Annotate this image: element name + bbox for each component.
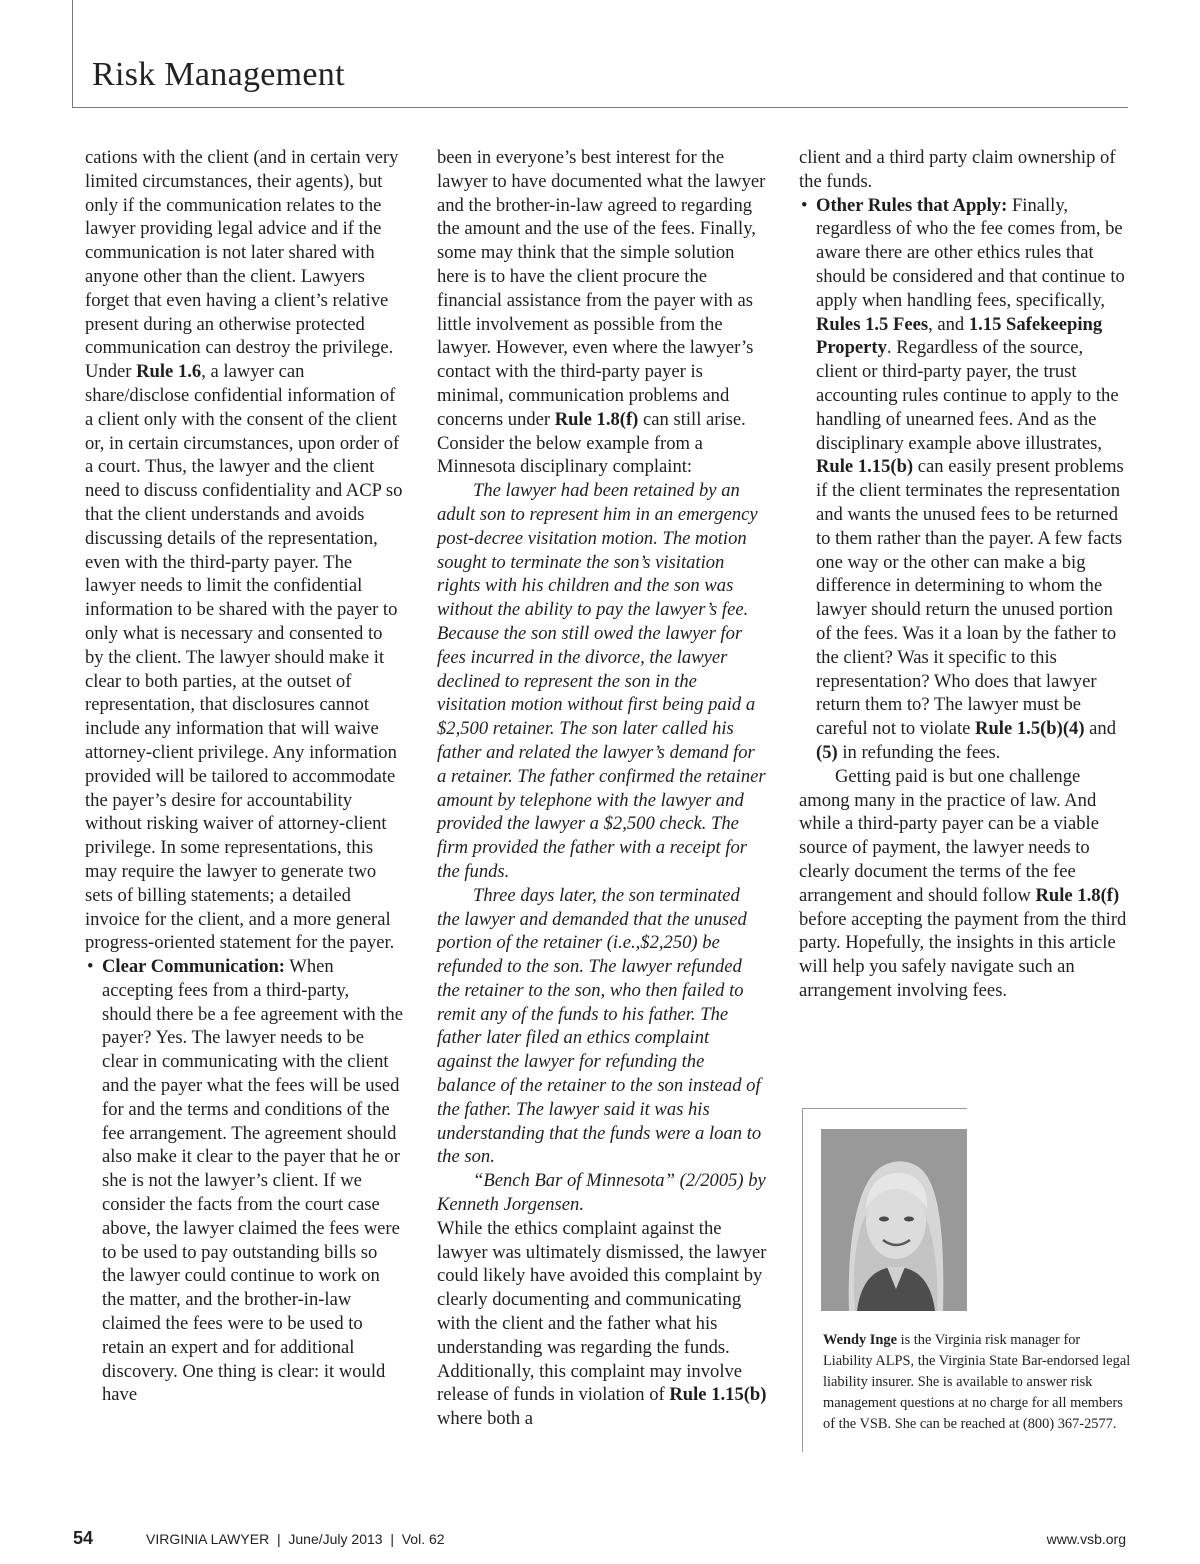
page-number: 54: [73, 1528, 94, 1548]
bullet-item-clear-communication: • Clear Communication: When accepting fees from a third-party, should there be a fee agreement with the payer? Yes. The lawyer needs to be clear in communicating with the client and the payer what the fees will be used for and the terms and conditions of the fee arrangement. The agreement should also make it clear to the payer that he or she is not the lawyer’s client. If we consider the facts from the court case above, the lawyer claimed the fees were to be used to pay outstanding bills so the lawyer could continue to work on the matter, and the brother-in-law claimed the fees were to be used to retain an expert and for additional discovery. One thing is clear: it would have: [85, 955, 403, 1407]
article-column-2: [437, 146, 767, 1431]
bullet-heading: Clear Communication:: [102, 956, 285, 978]
paragraph: cations with the client (and in certain very limited circumstances, their agents), but only if the communication relates to the lawyer providing legal advice and if the communication is not later shared with anyone other than the client. Lawyers forget that even having a client’s relative present during an otherwise protected communication can destroy the privilege. Under Rule 1.6, a lawyer can share/disclose confidential information of a client only with the consent of the client or, in certain circumstances, upon order of a court. Thus, the lawyer and the client need to discuss confidentiality and ACP so that the client understands and avoids discussing details of the representation, even with the third-party payer. The lawyer needs to limit the confidential information to be shared with the payer to only what is necessary and consented to by the client. The lawyer should make it clear to both parties, at the outset of representation, that disclosures cannot include any information that will waive attorney-client privilege. Any information provided will be tailored to accommodate the payer’s desire for accountability without risking waiver of attorney-client privilege. In some representations, this may require the lawyer to generate two sets of billing statements; a detailed invoice for the client, and a more general progress-oriented statement for the payer.: [85, 147, 403, 954]
rule-reference: (5): [816, 741, 838, 763]
rule-reference: Rule 1.15(b): [669, 1384, 767, 1406]
author-photo: [821, 1129, 967, 1311]
rule-reference: 1.15 Safekeeping Property: [816, 313, 1103, 359]
header-vertical-rule: [72, 0, 73, 108]
rule-reference: Rule 1.6: [136, 361, 202, 383]
rule-reference: Rule 1.8(f): [554, 408, 639, 430]
author-bio-box: [802, 1108, 1133, 1452]
rule-reference: Rule 1.5(b)(4): [975, 718, 1085, 740]
quote-citation: “Bench Bar of Minnesota” (2/2005) by Kenneth Jorgensen.: [437, 1170, 766, 1216]
paragraph: client and a third party claim ownership of the funds.: [799, 147, 1116, 192]
bullet-heading: Other Rules that Apply:: [816, 194, 1008, 216]
article-column-1: [85, 146, 403, 1407]
section-title: Risk Management: [92, 56, 345, 93]
author-name: Wendy Inge: [823, 1332, 897, 1348]
paragraph: Getting paid is but one challenge among many in the practice of law. And while a third-party payer can be a viable source of payment, the lawyer needs to clearly document the terms of the fee arrangement and should follow Rule 1.8(f) before accepting the payment from the third party. Hopefully, the insights in this article will help you safely navigate such an arrangement involving fees.: [799, 765, 1127, 1001]
bio-top-rule: [803, 1108, 967, 1109]
publication-line: VIRGINIA LAWYER | June/July 2013 | Vol. 62: [146, 1531, 445, 1547]
header-horizontal-rule: [72, 107, 1128, 108]
author-bio: Wendy Inge is the Virginia risk manager for Liability ALPS, the Virginia State Bar-endorsed legal liability insurer. She is available to answer risk management questions at no charge for all members of the VSB. She can be reached at (800) 367-2577.: [823, 1332, 1131, 1432]
rule-reference: Rule 1.15(b): [816, 456, 914, 478]
rule-reference: Rule 1.8(f): [1035, 884, 1120, 906]
paragraph: been in everyone’s best interest for the lawyer to have documented what the lawyer and the brother-in-law agreed to regarding the amount and the use of the fees. Finally, some may think that the simple solution here is to have the client procure the financial assistance from the payer with as little involvement as possible from the lawyer. However, even where the lawyer’s contact with the third-party payer is minimal, communication problems and concerns under Rule 1.8(f) can still arise. Consider the below example from a Minnesota disciplinary complaint:: [437, 147, 766, 478]
article-column-3: [799, 146, 1129, 1003]
bullet-item-other-rules: • Other Rules that Apply: Finally, regardless of who the fee comes from, be aware there are other ethics rules that should be considered and that continue to apply when handling fees, specifically, Rules 1.5 Fees, and 1.15 Safekeeping Property. Regardless of the source, client or third-party payer, the trust accounting rules continue to apply to the handling of unearned fees. And as the disciplinary example above illustrates, Rule 1.15(b) can easily present problems if the client terminates the representation and wants the unused fees to be returned to them rather than the payer. A few facts one way or the other can make a big difference in determining to whom the lawyer should return the unused portion of the fees. Was it a loan by the father to the client? Was it specific to this representation? Who does that lawyer return them to? The lawyer must be careful not to violate Rule 1.5(b)(4) and (5) in refunding the fees.: [799, 194, 1129, 765]
paragraph: While the ethics complaint against the lawyer was ultimately dismissed, the lawyer could likely have avoided this complaint by clearly documenting and communicating with the client and the father what his understanding was regarding the funds. Additionally, this complaint may involve release of funds in violation of Rule 1.15(b) where both a: [437, 1217, 767, 1430]
block-quote-paragraph: The lawyer had been retained by an adult son to represent him in an emergency post-decree visitation motion. The motion sought to terminate the son’s visitation rights with his children and the son was without the ability to pay the lawyer’s fee. Because the son still owed the lawyer for fees incurred in the divorce, the lawyer declined to represent the son in the visitation motion without first being paid a $2,500 retainer. The son later called his father and related the lawyer’s demand for a retainer. The father confirmed the retainer amount by telephone with the lawyer and provided the lawyer a $2,500 check. The firm provided the father with a receipt for the funds.: [437, 480, 766, 882]
rule-reference: Rules 1.5 Fees: [816, 313, 929, 335]
block-quote-paragraph: Three days later, the son terminated the lawyer and demanded that the unused portion of the retainer (i.e.,$2,250) be refunded to the son. The lawyer refunded the retainer to the son, who then failed to remit any of the funds to his father. The father later filed an ethics complaint against the lawyer for refunding the balance of the retainer to the son instead of the father. The lawyer said it was his understanding that the funds were a loan to the son.: [437, 884, 762, 1168]
author-portrait-icon: [821, 1129, 967, 1311]
website-url[interactable]: www.vsb.org: [1046, 1531, 1126, 1547]
